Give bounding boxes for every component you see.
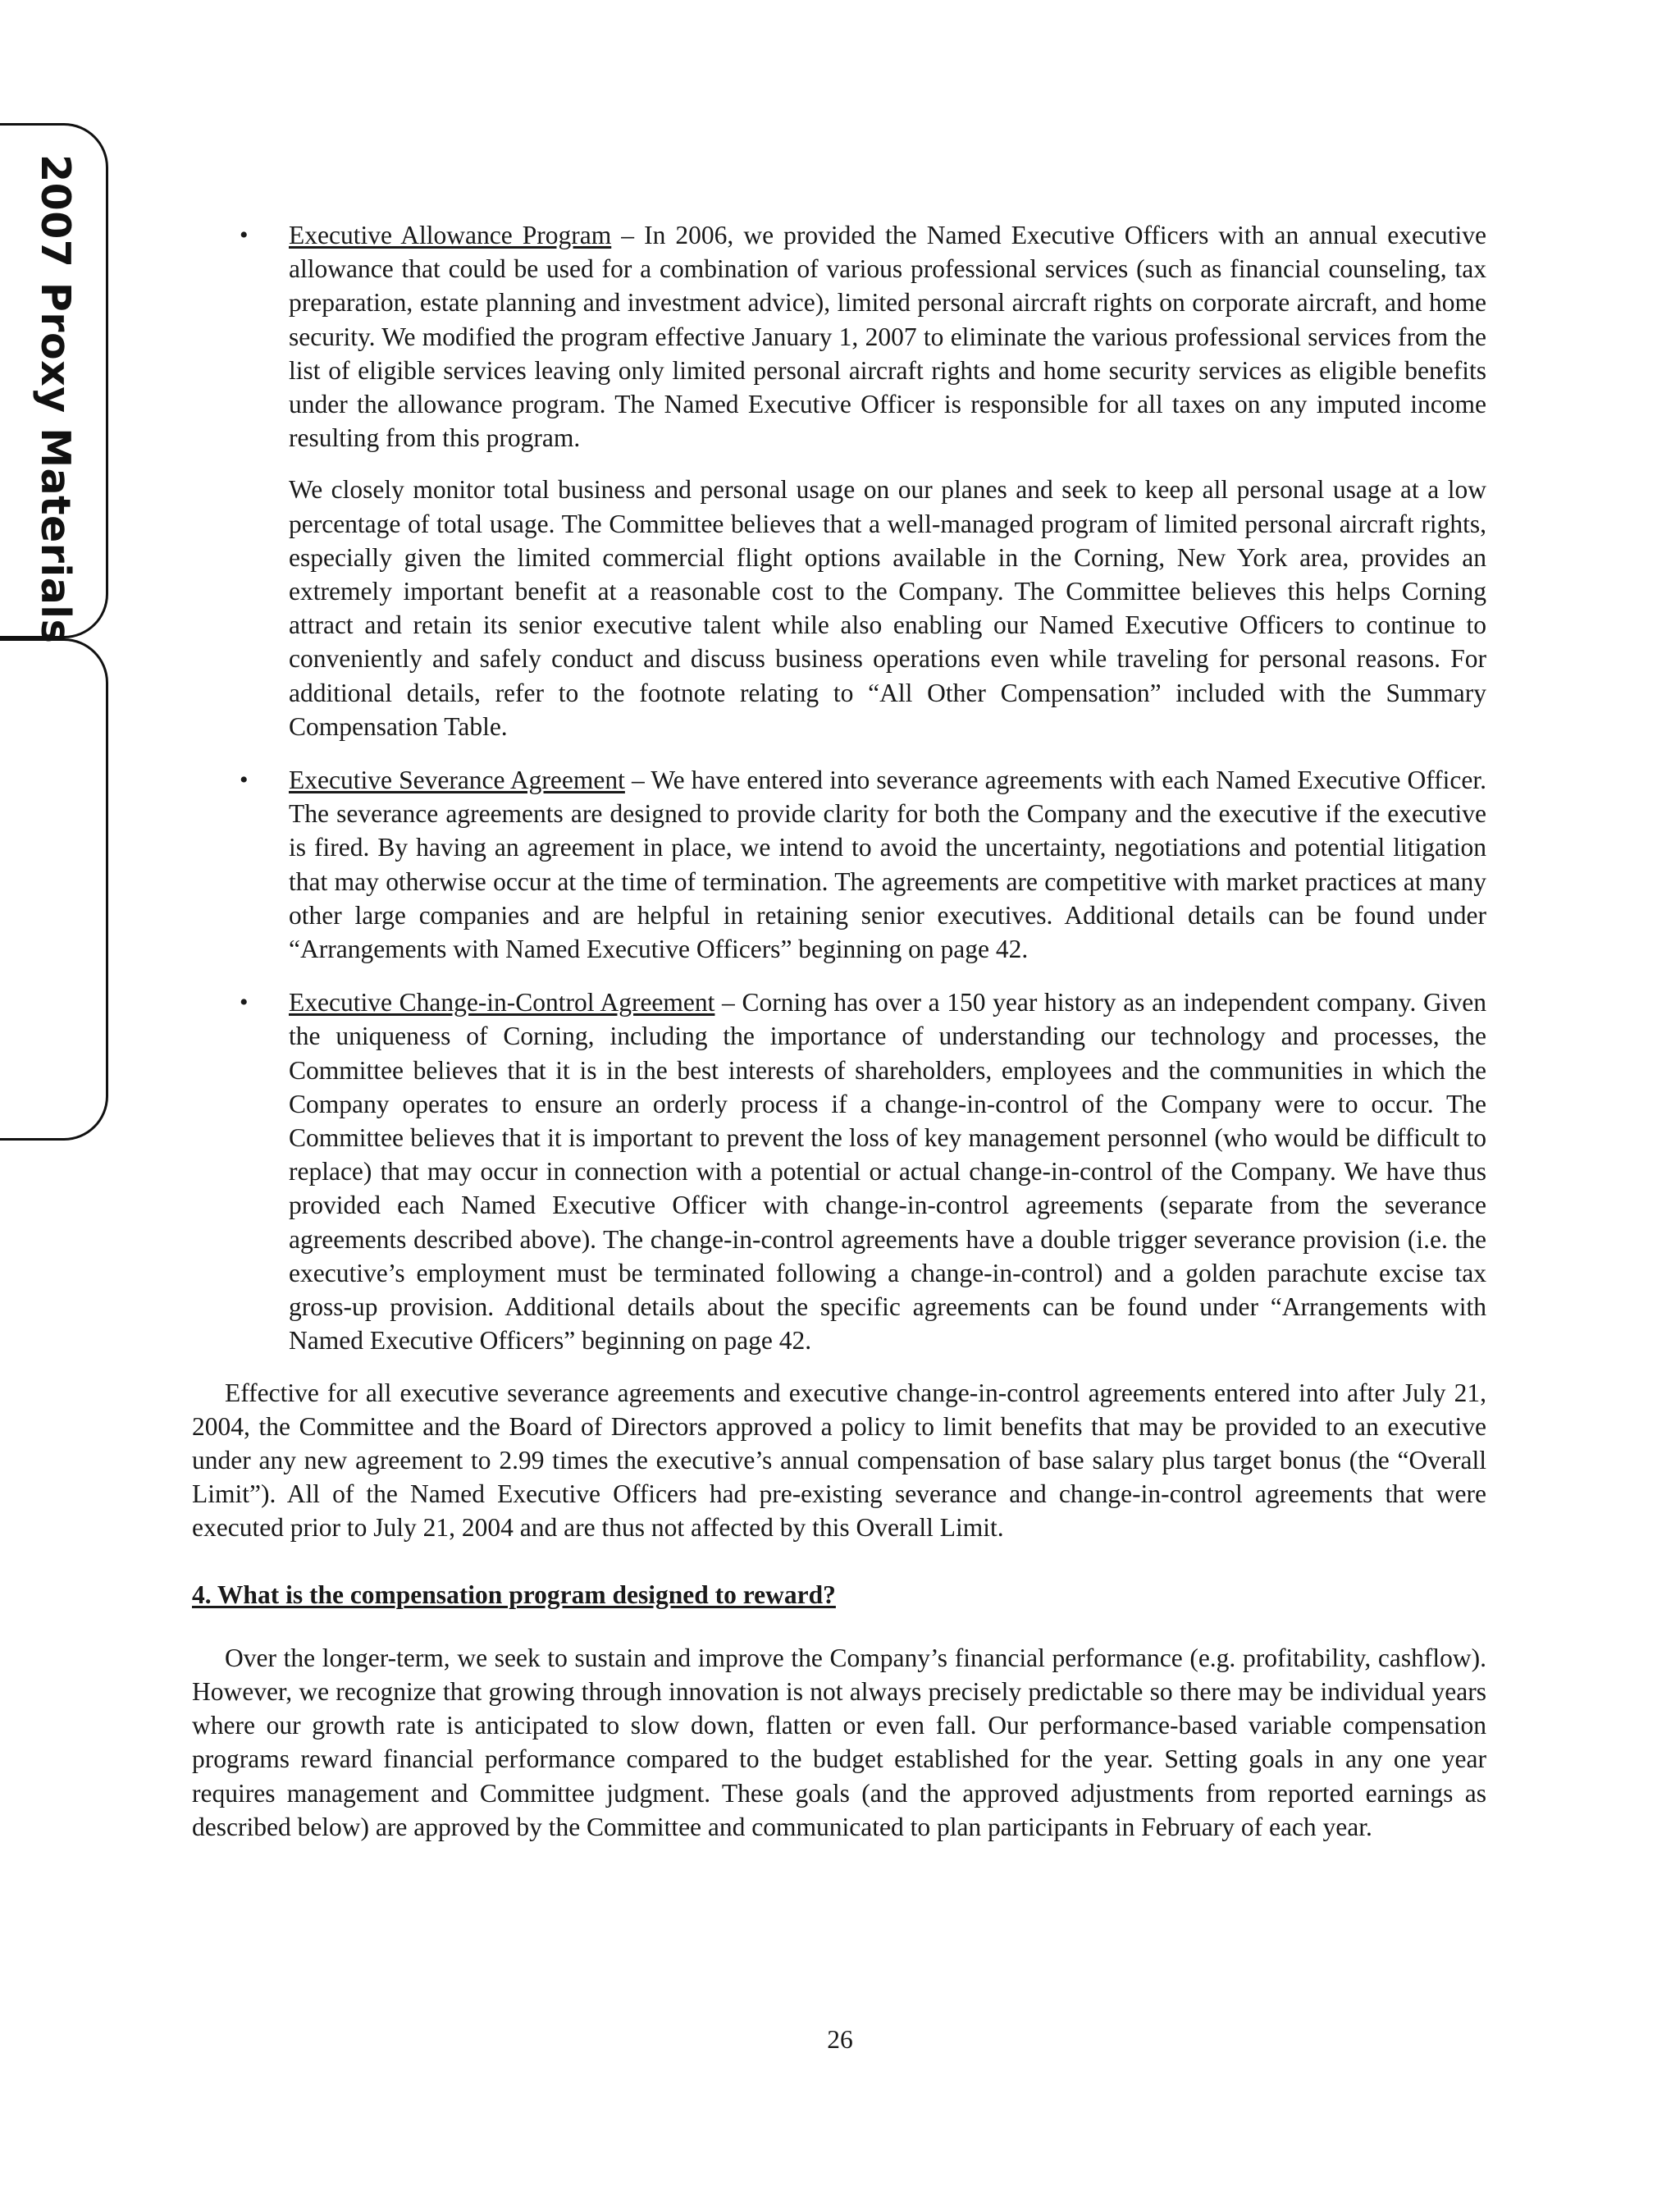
section-paragraph: Over the longer-term, we seek to sustain and improve the Company’s financial performance (e.g. profitability, cashflow). However, we recognize that growing through innovation is not always precisely predictable so there may be individual years where our growth rate is anticipated to slow down, flatten or even fall. Our performance-based variable compensation programs reward financial performance compared to the budget established for the year. Setting goals in any one year requires management and Committee judgment. These goals (and the approved adjustments from reported earnings as described below) are approved by the Committee and communicated to plan participants in February of each year. xyxy=(192,1643,1486,1841)
bullet-text: – In 2006, we provided the Named Executive Officers with an annual executive allowance that could be used for a combination of various professional services (such as financial counseling, tax preparation, estate planning and investment advice), limited personal aircraft rights on corporate aircraft, and home security. We modified the program effective January 1, 2007 to eliminate the various professional services from the list of eligible services leaving only limited personal aircraft rights and home security services as eligible benefits under the allowance program. The Named Executive Officer is responsible for all taxes on any imputed income resulting from this program. xyxy=(289,221,1486,453)
side-tab-lower xyxy=(0,638,108,1141)
page-content xyxy=(192,218,1486,1844)
bullet-icon: • xyxy=(240,222,249,249)
bullet-paragraph xyxy=(289,763,1486,966)
bullet-term: Executive Severance Agreement xyxy=(289,766,625,795)
bullet-executive-allowance xyxy=(192,218,1486,455)
section-heading: 4. What is the compensation program designed to reward? xyxy=(192,1580,836,1609)
bullet-term: Executive Allowance Program xyxy=(289,221,612,249)
bullet-paragraph xyxy=(289,985,1486,1357)
bullet-icon: • xyxy=(240,989,249,1017)
bullet-icon: • xyxy=(240,766,249,794)
bullet-executive-severance xyxy=(192,763,1486,966)
bullet-term: Executive Change-in-Control Agreement xyxy=(289,988,715,1017)
bullet-continuation-paragraph: We closely monitor total business and personal usage on our planes and seek to keep all personal usage at a low percentage of total usage. The Committee believes that a well-managed program of limited personal aircraft rights, especially given the limited commercial flight options available in the Corning, New York area, provides an extremely important benefit at a reasonable cost to the Company. The Committee believes this helps Corning attract and retain its senior executive talent while also enabling our Named Executive Officers to continue to conveniently and safely conduct and discuss business operations even while traveling for personal reasons. For additional details, refer to the footnote relating to “All Other Compensation” included with the Summary Compensation Table. xyxy=(289,475,1486,741)
bullet-text: – Corning has over a 150 year history as an independent company. Given the uniqueness of Corning, including the importance of understanding our technology and processes, the Committee believes that it is in the best interests of shareholders, employees and the communities in which the Company operates to ensure an orderly process if a change-in-control of the Company were to occur. The Committee believes that it is important to prevent the loss of key management personnel (who would be difficult to replace) that may occur in connection with a potential or actual change-in-control of the Company. We have thus provided each Named Executive Officer with change-in-control agreements (separate from the severance agreements described above). The change-in-control agreements have a double trigger severance provision (i.e. the executive’s employment must be terminated following a change-in-control) and a golden parachute excise tax gross-up provision. Additional details about the specific agreements can be found under “Arrangements with Named Executive Officers” beginning on page 42. xyxy=(289,988,1487,1356)
page-number: 26 xyxy=(827,2025,853,2054)
bullet-executive-change-in-control xyxy=(192,985,1486,1357)
overall-limit-paragraph: Effective for all executive severance agreements and executive change-in-control agreements entered into after July 21, 2004, the Committee and the Board of Directors approved a policy to limit benefits that may be provided to an executive under any new agreement to 2.99 times the executive’s annual compensation of base salary plus target bonus (the “Overall Limit”). All of the Named Executive Officers had pre-existing severance and change-in-control agreements that were executed prior to July 21, 2004 and are thus not affected by this Overall Limit. xyxy=(192,1378,1486,1543)
side-tab-label: 2007 Proxy Materials xyxy=(32,154,79,644)
bullet-text: – We have entered into severance agreements with each Named Executive Officer. The severance agreements are designed to provide clarity for both the Company and the executive if the executive is fired. By having an agreement in place, we intend to avoid the uncertainty, negotiations and potential litigation that may otherwise occur at the time of termination. The agreements are competitive with market practices at many other large companies and are helpful in retaining senior executives. Additional details can be found under “Arrangements with Named Executive Officers” beginning on page 42. xyxy=(289,766,1486,964)
bullet-paragraph xyxy=(289,218,1486,455)
